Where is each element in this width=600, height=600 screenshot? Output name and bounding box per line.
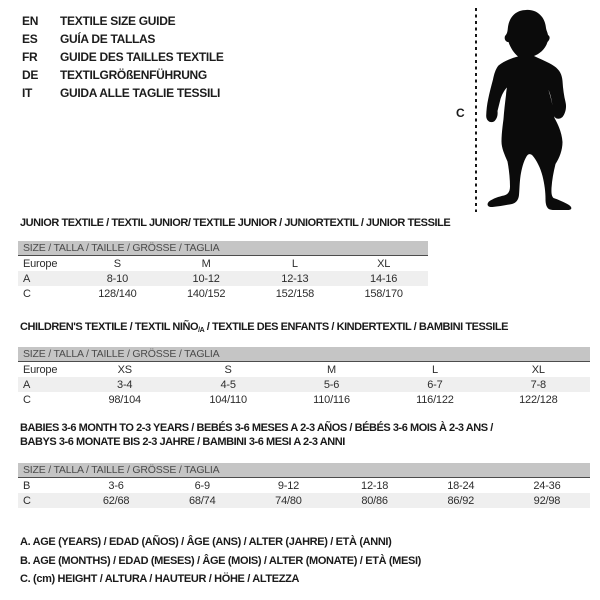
table-cell: 12-13 xyxy=(281,272,309,285)
language-label: TEXTILGRÖßENFÜHRUNG xyxy=(60,68,207,82)
size-header-bar: SIZE / TALLA / TAILLE / GRÖSSE / TAGLIA xyxy=(18,463,590,478)
language-label: GUÍA DE TALLAS xyxy=(60,32,156,46)
table-row xyxy=(18,377,590,392)
table-cell: 92/98 xyxy=(533,494,561,507)
footnotes xyxy=(20,536,421,592)
table-cell: XS xyxy=(117,363,132,376)
table-cell: 10-12 xyxy=(192,272,220,285)
size-header-bar: SIZE / TALLA / TAILLE / GRÖSSE / TAGLIA xyxy=(18,241,428,256)
junior-section-title: JUNIOR TEXTILE / TEXTIL JUNIOR/ TEXTILE JUNIOR / JUNIORTEXTIL / JUNIOR TESSILE xyxy=(20,217,451,229)
children-size-table xyxy=(18,347,590,407)
language-row xyxy=(22,84,224,102)
babies-size-table xyxy=(18,463,590,508)
children-title-text: CHILDREN'S TEXTILE / TEXTIL NIÑO xyxy=(20,321,199,333)
table-cell: 14-16 xyxy=(370,272,398,285)
table-cell: 9-12 xyxy=(277,479,300,492)
table-cell: L xyxy=(291,257,298,270)
language-row xyxy=(22,30,224,48)
row-label: A xyxy=(23,272,31,285)
table-cell: 80/86 xyxy=(361,494,388,507)
height-measure-label: C xyxy=(456,106,465,120)
table-cell: 122/128 xyxy=(519,393,558,406)
table-cell: M xyxy=(327,363,336,376)
language-code: DE xyxy=(22,68,39,82)
table-cell: 6-7 xyxy=(427,378,443,391)
table-cell: 8-10 xyxy=(106,272,128,285)
table-row xyxy=(18,362,590,377)
babies-section-title xyxy=(20,421,493,449)
row-label: Europe xyxy=(23,257,58,270)
table-cell: 24-36 xyxy=(533,479,561,492)
table-cell: 74/80 xyxy=(275,494,302,507)
table-cell: XL xyxy=(377,257,391,270)
row-label: C xyxy=(23,494,31,507)
table-row xyxy=(18,271,428,286)
table-cell: 12-18 xyxy=(361,479,389,492)
row-label: Europe xyxy=(23,363,58,376)
row-label: A xyxy=(23,378,31,391)
table-cell: 86/92 xyxy=(447,494,475,507)
table-cell: L xyxy=(431,363,438,376)
table-cell: 3-4 xyxy=(117,378,133,391)
table-row xyxy=(18,256,428,271)
language-row xyxy=(22,12,224,30)
language-label: GUIDA ALLE TAGLIE TESSILI xyxy=(60,86,221,100)
height-dotted-line xyxy=(475,8,477,212)
footnote-line: C. (cm) HEIGHT / ALTURA / HAUTEUR / HÖHE / ALTEZZA xyxy=(20,573,300,585)
table-cell: S xyxy=(113,257,121,270)
language-code: IT xyxy=(22,86,33,100)
children-title-subscript: /A xyxy=(198,327,205,334)
language-code: ES xyxy=(22,32,38,46)
table-cell: 7-8 xyxy=(530,378,546,391)
language-code: EN xyxy=(22,14,39,28)
table-cell: 128/140 xyxy=(98,287,137,300)
table-row xyxy=(18,478,590,493)
row-label: B xyxy=(23,479,31,492)
footnote-line: B. AGE (MONTHS) / EDAD (MESES) / ÂGE (MOIS) / ALTER (MONATE) / ETÀ (MESI) xyxy=(20,554,421,567)
size-header-bar: SIZE / TALLA / TAILLE / GRÖSSE / TAGLIA xyxy=(18,347,590,362)
children-title-text-tail: / TEXTILE DES ENFANTS / KINDERTEXTIL / BAMBINI TESSILE xyxy=(204,321,509,333)
table-cell: 152/158 xyxy=(275,287,315,300)
table-cell: 104/110 xyxy=(209,393,247,406)
table-cell: 6-9 xyxy=(194,479,210,492)
language-code: FR xyxy=(22,50,38,64)
table-cell: 98/104 xyxy=(108,393,141,406)
table-cell: M xyxy=(201,257,211,270)
language-list xyxy=(22,12,224,102)
table-cell: XL xyxy=(531,363,545,376)
language-label: GUIDE DES TAILLES TEXTILE xyxy=(60,50,224,64)
junior-size-table xyxy=(18,241,428,301)
baby-silhouette-icon xyxy=(482,6,582,210)
row-label: C xyxy=(23,393,31,406)
table-row xyxy=(18,392,590,407)
table-row xyxy=(18,286,428,301)
table-cell: 140/152 xyxy=(186,287,226,300)
table-cell: S xyxy=(224,363,232,376)
language-row xyxy=(22,48,224,66)
babies-title-line2: BABYS 3-6 MONATE BIS 2-3 JAHRE / BAMBINI 3-6 MESI A 2-3 ANNI xyxy=(20,436,345,448)
table-cell: 62/68 xyxy=(102,494,130,507)
row-label: C xyxy=(23,287,31,300)
table-cell: 68/74 xyxy=(188,494,216,507)
table-cell: 110/116 xyxy=(313,393,350,406)
table-cell: 158/170 xyxy=(364,287,403,300)
babies-title-line1: BABIES 3-6 MONTH TO 2-3 YEARS / BEBÉS 3-6 MESES A 2-3 AÑOS / BÉBÉS 3-6 MOIS À 2-3 ANS / xyxy=(20,422,493,434)
children-section-title xyxy=(20,321,508,334)
table-cell: 18-24 xyxy=(447,479,475,492)
language-row xyxy=(22,66,224,84)
table-cell: 3-6 xyxy=(108,479,124,492)
table-cell: 4-5 xyxy=(220,378,236,391)
table-cell: 5-6 xyxy=(323,378,340,391)
table-cell: 116/122 xyxy=(416,393,454,406)
language-label: TEXTILE SIZE GUIDE xyxy=(60,14,176,28)
footnote-line: A. AGE (YEARS) / EDAD (AÑOS) / ÂGE (ANS) / ALTER (JAHRE) / ETÀ (ANNI) xyxy=(20,536,392,548)
table-row xyxy=(18,493,590,508)
